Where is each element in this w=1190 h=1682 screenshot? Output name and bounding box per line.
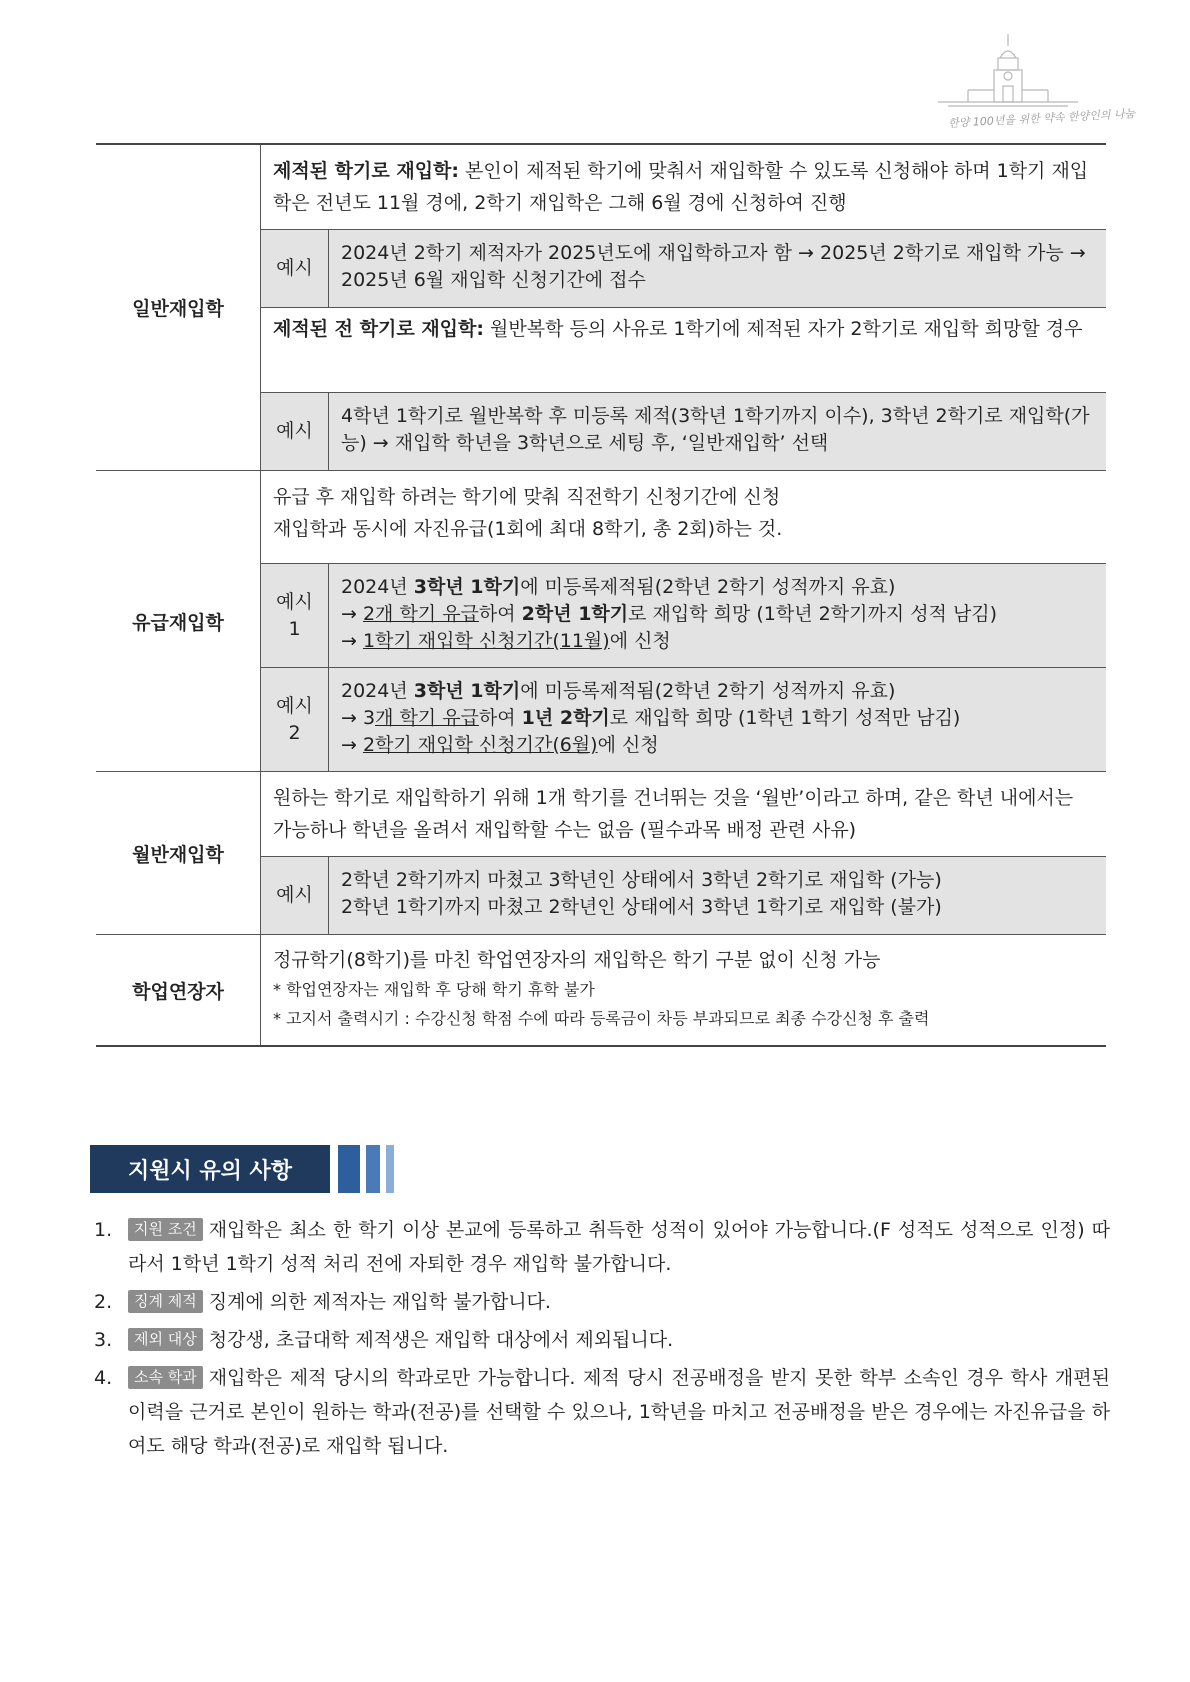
block-text: 원하는 학기로 재입학하기 위해 1개 학기를 건너뛰는 것을 ‘월반’이라고 하며, 같은 학년 내에서는 가능하나 학년을 올려서 재입학할 수는 없음 (필수과목 배정 관련 사유) [273, 787, 1074, 841]
list-item: 1. 지원 조건 재입학은 최소 한 학기 이상 본교에 등록하고 취득한 성적이 있어야 가능합니다.(F 성적도 성적으로 인정) 따라서 1학년 1학기 성적 처리 전에 자퇴한 경우 재입학 불가합니다. [94, 1219, 1110, 1275]
category-extended-study: 학업연장자 [96, 935, 261, 1047]
block-text: 월반복학 등의 사유로 1학기에 제적된 자가 2학기로 재입학 희망할 경우 [483, 318, 1083, 340]
category-skip-readmission: 월반재입학 [96, 772, 261, 935]
example-text: 2024년 3학년 1학기에 미등록제적됨(2학년 2학기 성적까지 유효) → 3개 학기 유급하여 1년 2학기로 재입학 희망 (1학년 1학기 성적만 남김) → 2학기 재입학 신청기간(6월)에 신청 [341, 680, 961, 756]
table-row [96, 935, 1106, 1047]
example-text: 2학년 2학기까지 마쳤고 3학년인 상태에서 3학년 2학기로 재입학 (가능) 2학년 1학기까지 마쳤고 2학년인 상태에서 3학년 1학기로 재입학 (불가) [341, 869, 942, 918]
table-row [96, 471, 1106, 564]
intro-line: 재입학과 동시에 자진유급(1회에 최대 8학기, 총 2회)하는 것. [273, 518, 783, 540]
section-title: 지원시 유의 사항 [90, 1145, 330, 1193]
note-line: * 학업연장자는 재입학 후 당해 학기 휴학 불가 [273, 980, 595, 999]
tag-badge: 제외 대상 [128, 1328, 203, 1351]
example-box [261, 393, 1106, 470]
example-label: 예시 2 [261, 668, 329, 771]
cautions-section-header [90, 1145, 394, 1193]
list-item: 4. 소속 학과 재입학은 제적 당시의 학과로만 가능합니다. 제적 당시 전공배정을 받지 못한 학부 소속인 경우 학사 개편된 이력을 근거로 본인이 원하는 학과(전공)를 선택할 수 있으나, 1학년을 마치고 전공배정을 받은 경우에는 자진유급을 하여도 해당 학과(전공)로 재입학 됩니다. [94, 1367, 1110, 1457]
tag-badge: 소속 학과 [128, 1366, 203, 1389]
table-row [96, 144, 1106, 230]
example-box [261, 564, 1106, 667]
example-text: 2024년 3학년 1학기에 미등록제적됨(2학년 2학기 성적까지 유효) → 2개 학기 유급하여 2학년 1학기로 재입학 희망 (1학년 2학기까지 성적 남김) → 1학기 재입학 신청기간(11월)에 신청 [341, 576, 998, 652]
tag-badge: 지원 조건 [128, 1218, 203, 1241]
decorative-bar [366, 1145, 380, 1193]
example-label: 예시 [261, 393, 329, 470]
decorative-bar [338, 1145, 360, 1193]
category-general-readmission: 일반재입학 [96, 144, 261, 471]
tag-badge: 징계 제적 [128, 1290, 203, 1313]
category-repeat-readmission: 유급재입학 [96, 471, 261, 772]
decorative-bar [386, 1145, 394, 1193]
block-text: 정규학기(8학기)를 마친 학업연장자의 재입학은 학기 구분 없이 신청 가능 [273, 949, 881, 971]
example-box [261, 857, 1106, 934]
intro-line: 유급 후 재입학 하려는 학기에 맞춰 직전학기 신청기간에 신청 [273, 486, 781, 508]
example-box [261, 668, 1106, 771]
example-text: 4학년 1학기로 월반복학 후 미등록 제적(3학년 1학기까지 이수), 3학년 2학기로 재입학(가능) → 재입학 학년을 3학년으로 세팅 후, ‘일반재입학’ 선택 [341, 405, 1090, 454]
table-row [96, 772, 1106, 857]
list-item: 2. 징계 제적 징계에 의한 제적자는 재입학 불가합니다. [94, 1291, 551, 1313]
list-item: 3. 제외 대상 청강생, 초급대학 제적생은 재입학 대상에서 제외됩니다. [94, 1329, 674, 1351]
block-heading: 제적된 전 학기로 재입학: [273, 318, 484, 340]
note-line: * 고지서 출력시기 : 수강신청 학점 수에 따라 등록금이 차등 부과되므로 최종 수강신청 후 출력 [273, 1009, 930, 1028]
example-label: 예시 [261, 857, 329, 934]
example-label: 예시 [261, 230, 329, 307]
readmission-types-table [96, 143, 1106, 1047]
example-box [261, 230, 1106, 307]
example-text: 2024년 2학기 제적자가 2025년도에 재입학하고자 함 → 2025년 2학기로 재입학 가능 → 2025년 6월 재입학 신청기간에 접수 [341, 242, 1086, 291]
example-label: 예시 1 [261, 564, 329, 667]
logo-caption: 한양 100년을 위한 약속 한양인의 나눔 [947, 107, 1136, 130]
block-text: 본인이 제적된 학기에 맞춰서 재입학할 수 있도록 신청해야 하며 1학기 재입학은 전년도 11월 경에, 2학기 재입학은 그해 6월 경에 신청하여 진행 [273, 160, 1089, 214]
cautions-list [90, 1213, 1110, 1467]
block-heading: 제적된 학기로 재입학: [273, 160, 460, 182]
